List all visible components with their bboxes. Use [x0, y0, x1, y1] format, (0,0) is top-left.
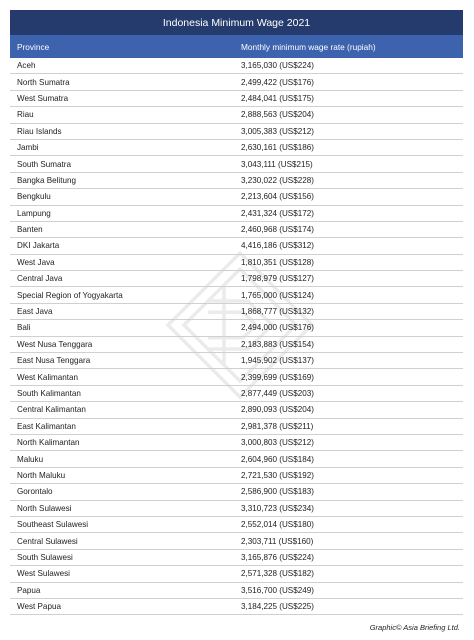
table-row — [10, 255, 463, 271]
table-row — [10, 271, 463, 287]
table-row — [10, 304, 463, 320]
province-cell: Bali — [17, 323, 31, 333]
table-row — [10, 484, 463, 500]
province-cell: North Kalimantan — [17, 438, 80, 448]
province-cell: South Sumatra — [17, 159, 71, 169]
province-cell: East Kalimantan — [17, 421, 76, 431]
wage-cell: 3,310,723 (US$234) — [241, 503, 314, 513]
wage-cell: 3,000,803 (US$212) — [241, 438, 314, 448]
province-cell: Southeast Sulawesi — [17, 520, 89, 530]
wage-cell: 3,165,030 (US$224) — [241, 61, 314, 71]
wage-cell: 1,945,902 (US$137) — [241, 356, 314, 366]
table-row — [10, 517, 463, 533]
wage-cell: 3,043,111 (US$215) — [241, 159, 313, 169]
table-row — [10, 337, 463, 353]
province-cell: West Sumatra — [17, 93, 69, 103]
province-cell: Gorontalo — [17, 487, 53, 497]
province-cell: West Sulawesi — [17, 569, 70, 579]
table-row — [10, 173, 463, 189]
table-row — [10, 124, 463, 140]
table-row — [10, 222, 463, 238]
province-cell: North Maluku — [17, 470, 66, 480]
table-row — [10, 550, 463, 566]
wage-cell: 2,630,161 (US$186) — [241, 143, 314, 153]
wage-cell: 3,165,876 (US$224) — [241, 552, 314, 562]
province-cell: Riau Islands — [17, 126, 62, 136]
province-cell: East Java — [17, 307, 53, 317]
province-cell: Bengkulu — [17, 192, 51, 202]
table-row — [10, 107, 463, 123]
wage-cell: 2,431,324 (US$172) — [241, 208, 314, 218]
wage-cell: 4,416,186 (US$312) — [241, 241, 314, 251]
province-cell: Lampung — [17, 208, 51, 218]
table-row — [10, 156, 463, 172]
table-row — [10, 419, 463, 435]
wage-cell: 2,552,014 (US$180) — [241, 520, 314, 530]
wage-cell: 1,798,979 (US$127) — [241, 274, 314, 284]
province-cell: West Kalimantan — [17, 372, 79, 382]
province-cell: Central Kalimantan — [17, 405, 86, 415]
table-title: Indonesia Minimum Wage 2021 — [10, 10, 463, 35]
wage-cell: 1,765,000 (US$124) — [241, 290, 314, 300]
table-row — [10, 566, 463, 582]
province-cell: North Sumatra — [17, 77, 70, 87]
wage-cell: 3,005,383 (US$212) — [241, 126, 314, 136]
table-row — [10, 140, 463, 156]
wage-cell: 2,604,960 (US$184) — [241, 454, 314, 464]
table-row — [10, 451, 463, 467]
province-cell: Aceh — [17, 61, 36, 71]
province-cell: Bangka Belitung — [17, 175, 76, 185]
wage-cell: 2,303,711 (US$160) — [241, 536, 314, 546]
wage-cell: 2,484,041 (US$175) — [241, 93, 314, 103]
header-province: Province — [17, 41, 50, 52]
wage-cell: 2,571,328 (US$182) — [241, 569, 314, 579]
table-row — [10, 369, 463, 385]
wage-cell: 3,516,700 (US$249) — [241, 585, 314, 595]
wage-cell: 2,183,883 (US$154) — [241, 339, 314, 349]
table-row — [10, 206, 463, 222]
province-cell: Papua — [17, 585, 41, 595]
table-row — [10, 599, 463, 615]
table-row — [10, 501, 463, 517]
table-row — [10, 353, 463, 369]
table-row — [10, 583, 463, 599]
table-body — [10, 58, 463, 615]
wage-cell: 2,981,378 (US$211) — [241, 421, 314, 431]
wage-cell: 3,184,225 (US$225) — [241, 602, 314, 612]
wage-cell: 2,460,968 (US$174) — [241, 225, 314, 235]
wage-cell: 2,399,699 (US$169) — [241, 372, 314, 382]
wage-cell: 1,810,351 (US$128) — [241, 257, 314, 267]
province-cell: South Kalimantan — [17, 389, 81, 398]
table-row — [10, 238, 463, 254]
province-cell: Special Region of Yogyakarta — [17, 290, 123, 300]
table-row — [10, 468, 463, 484]
wage-cell: 2,888,563 (US$204) — [241, 110, 314, 120]
province-cell: Banten — [17, 225, 43, 235]
wage-cell: 2,586,900 (US$183) — [241, 487, 314, 497]
wage-cell: 3,230,022 (US$228) — [241, 175, 314, 185]
wage-cell: 2,890,093 (US$204) — [241, 405, 314, 415]
header-wage: Monthly minimum wage rate (rupiah) — [241, 41, 376, 52]
wage-table — [10, 10, 463, 615]
province-cell: West Papua — [17, 602, 61, 612]
province-cell: Jambi — [17, 143, 39, 153]
province-cell: South Sulawesi — [17, 552, 73, 562]
wage-cell: 2,877,449 (US$203) — [241, 389, 314, 398]
table-row — [10, 435, 463, 451]
province-cell: West Java — [17, 257, 55, 267]
province-cell: East Nusa Tenggara — [17, 356, 91, 366]
table-row — [10, 287, 463, 303]
table-header — [10, 35, 463, 58]
province-cell: Central Sulawesi — [17, 536, 78, 546]
province-cell: Riau — [17, 110, 34, 120]
wage-cell: 2,213,604 (US$156) — [241, 192, 314, 202]
table-row — [10, 402, 463, 418]
province-cell: DKI Jakarta — [17, 241, 60, 251]
province-cell: Central Java — [17, 274, 63, 284]
table-row — [10, 58, 463, 74]
table-row — [10, 320, 463, 336]
wage-cell: 2,499,422 (US$176) — [241, 77, 314, 87]
table-row — [10, 386, 463, 402]
province-cell: Maluku — [17, 454, 44, 464]
credit-text: Graphic© Asia Briefing Ltd. — [369, 623, 460, 632]
province-cell: West Nusa Tenggara — [17, 339, 93, 349]
table-row — [10, 91, 463, 107]
wage-cell: 1,868,777 (US$132) — [241, 307, 314, 317]
table-row — [10, 189, 463, 205]
table-row — [10, 533, 463, 549]
province-cell: North Sulawesi — [17, 503, 72, 513]
table-row — [10, 74, 463, 90]
wage-cell: 2,494,000 (US$176) — [241, 323, 314, 333]
wage-cell: 2,721,530 (US$192) — [241, 470, 314, 480]
